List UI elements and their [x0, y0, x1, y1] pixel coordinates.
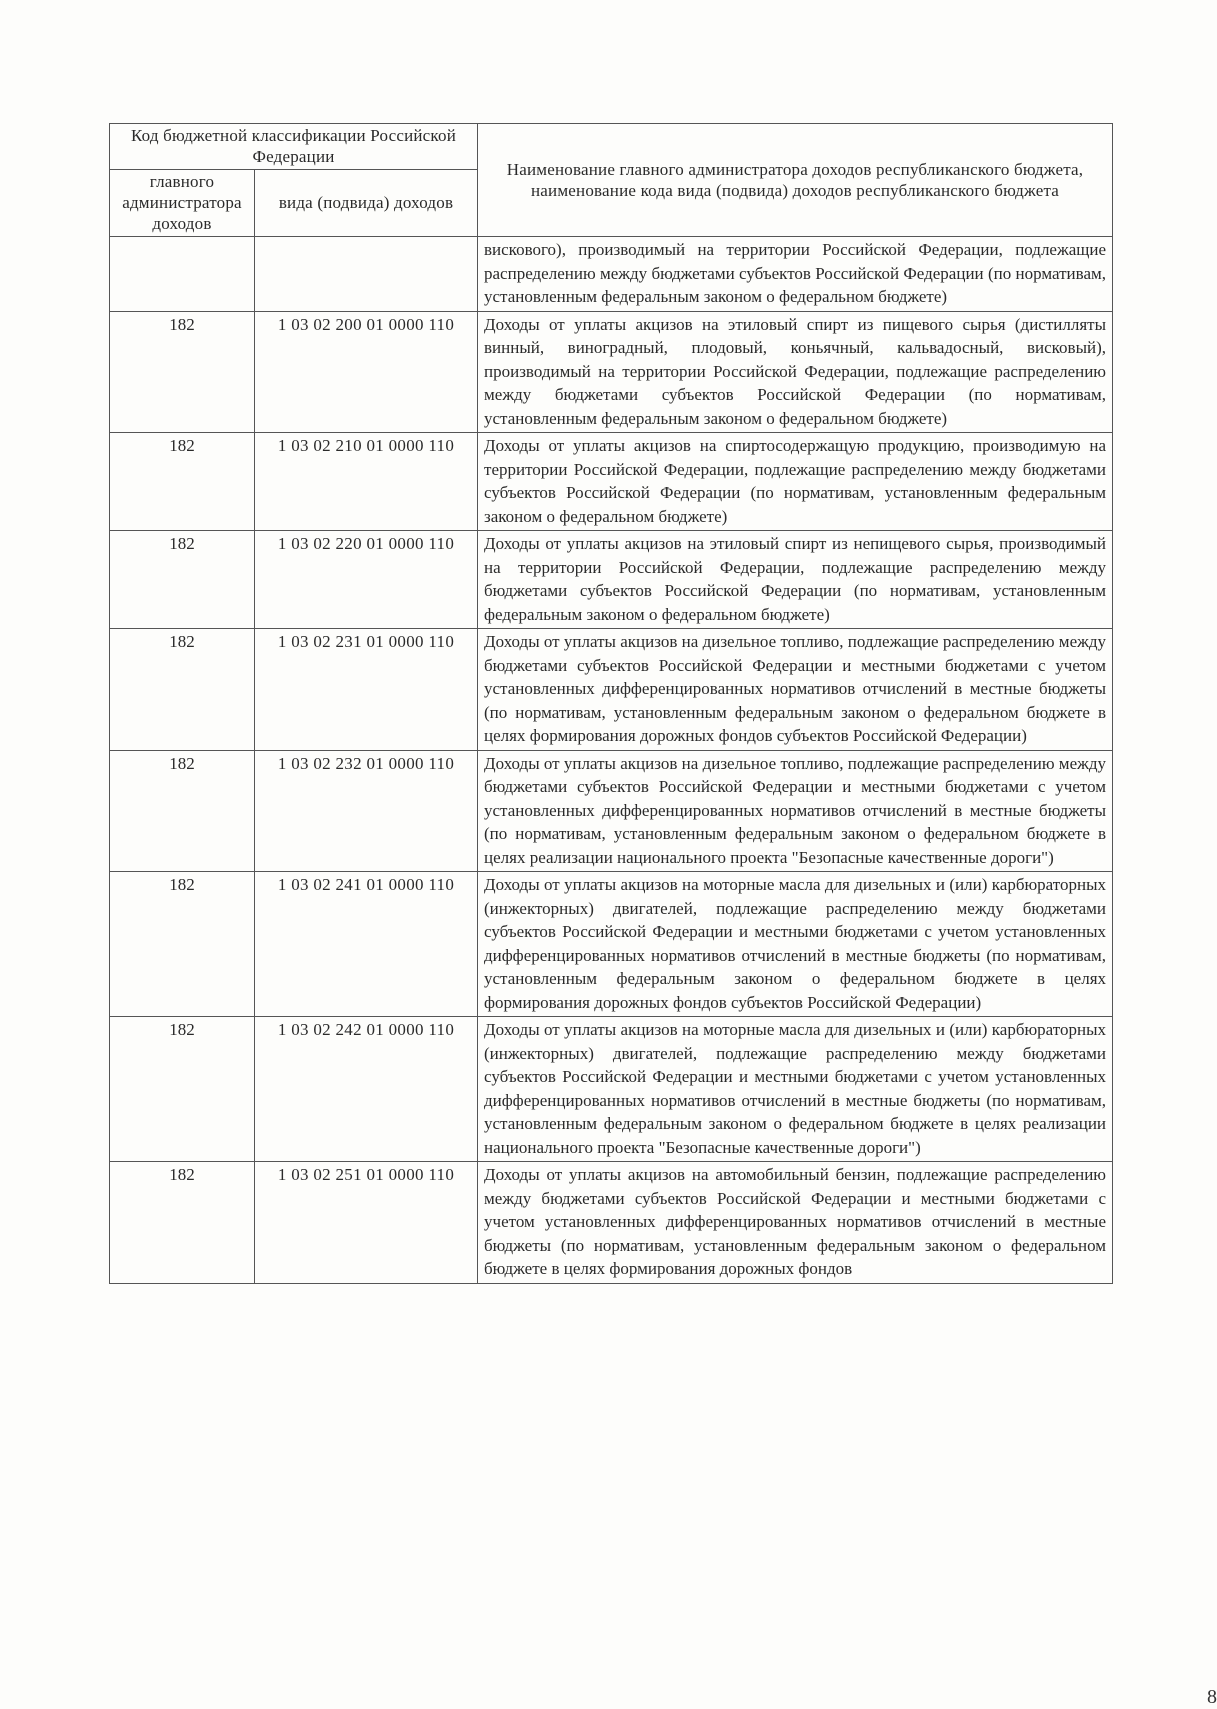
table-row	[110, 311, 1113, 433]
revenue-code-cell: 1 03 02 220 01 0000 110	[255, 531, 478, 629]
table-row	[110, 1162, 1113, 1284]
document-page	[109, 123, 1217, 1708]
revenue-code-cell: 1 03 02 242 01 0000 110	[255, 1017, 478, 1162]
table-row	[110, 531, 1113, 629]
administrator-code-cell: 182	[110, 1162, 255, 1284]
administrator-code-cell: 182	[110, 433, 255, 531]
revenue-description-cell: Доходы от уплаты акцизов на этиловый спирт из пищевого сырья (дистилляты винный, виноградный, плодовый, коньячный, кальвадосный, висковый), производимый на территории Российской Федерации, подлежащие распределению между бюджетами субъектов Российской Федерации (по нормативам, установленным федеральным законом о федеральном бюджете)	[478, 311, 1113, 433]
administrator-code-cell: 182	[110, 750, 255, 872]
revenue-description-cell: Доходы от уплаты акцизов на дизельное топливо, подлежащие распределению между бюджетами субъектов Российской Федерации и местными бюджетами с учетом установленных дифференцированных нормативов отчислений в местные бюджеты (по нормативам, установленным федеральным законом о федеральном бюджете в целях формирования дорожных фондов субъектов Российской Федерации)	[478, 629, 1113, 751]
table-row	[110, 433, 1113, 531]
header-administrator-name: Наименование главного администратора доходов республиканского бюджета, наименование кода вида (подвида) доходов республиканского бюджета	[478, 124, 1113, 237]
revenue-description-cell: вискового), производимый на территории Российской Федерации, подлежащие распределению между бюджетами субъектов Российской Федерации (по нормативам, установленным федеральным законом о федеральном бюджете)	[478, 237, 1113, 312]
revenue-description-cell: Доходы от уплаты акцизов на дизельное топливо, подлежащие распределению между бюджетами субъектов Российской Федерации и местными бюджетами с учетом установленных дифференцированных нормативов отчислений в местные бюджеты (по нормативам, установленным федеральным законом о федеральном бюджете в целях реализации национального проекта "Безопасные качественные дороги")	[478, 750, 1113, 872]
header-budget-classification-code: Код бюджетной классификации Российской Федерации	[110, 124, 478, 170]
budget-classification-table	[109, 123, 1113, 1284]
table-body	[110, 237, 1113, 1284]
page-number: 8	[1207, 1686, 1217, 1708]
table-row	[110, 629, 1113, 751]
revenue-description-cell: Доходы от уплаты акцизов на этиловый спирт из непищевого сырья, производимый на территории Российской Федерации, подлежащие распределению между бюджетами субъектов Российской Федерации (по нормативам, установленным федеральным законом о федеральном бюджете)	[478, 531, 1113, 629]
revenue-code-cell: 1 03 02 231 01 0000 110	[255, 629, 478, 751]
header-revenue-type-code: вида (подвида) доходов	[255, 170, 478, 237]
administrator-code-cell: 182	[110, 531, 255, 629]
revenue-code-cell: 1 03 02 241 01 0000 110	[255, 872, 478, 1017]
administrator-code-cell	[110, 237, 255, 312]
revenue-code-cell: 1 03 02 210 01 0000 110	[255, 433, 478, 531]
revenue-code-cell: 1 03 02 251 01 0000 110	[255, 1162, 478, 1284]
revenue-description-cell: Доходы от уплаты акцизов на моторные масла для дизельных и (или) карбюраторных (инжекторных) двигателей, подлежащие распределению между бюджетами субъектов Российской Федерации и местными бюджетами с учетом установленных дифференцированных нормативов отчислений в местные бюджеты (по нормативам, установленным федеральным законом о федеральном бюджете в целях реализации национального проекта "Безопасные качественные дороги")	[478, 1017, 1113, 1162]
administrator-code-cell: 182	[110, 629, 255, 751]
administrator-code-cell: 182	[110, 872, 255, 1017]
revenue-description-cell: Доходы от уплаты акцизов на спиртосодержащую продукцию, производимую на территории Российской Федерации, подлежащие распределению между бюджетами субъектов Российской Федерации (по нормативам, установленным федеральным законом о федеральном бюджете)	[478, 433, 1113, 531]
header-chief-administrator: главного администратора доходов	[110, 170, 255, 237]
revenue-description-cell: Доходы от уплаты акцизов на автомобильный бензин, подлежащие распределению между бюджетами субъектов Российской Федерации и местными бюджетами с учетом установленных дифференцированных нормативов отчислений в местные бюджеты (по нормативам, установленным федеральным законом о федеральном бюджете в целях формирования дорожных фондов	[478, 1162, 1113, 1284]
administrator-code-cell: 182	[110, 1017, 255, 1162]
revenue-code-cell	[255, 237, 478, 312]
table-row	[110, 750, 1113, 872]
revenue-description-cell: Доходы от уплаты акцизов на моторные масла для дизельных и (или) карбюраторных (инжекторных) двигателей, подлежащие распределению между бюджетами субъектов Российской Федерации и местными бюджетами с учетом установленных дифференцированных нормативов отчислений в местные бюджеты (по нормативам, установленным федеральным законом о федеральном бюджете в целях формирования дорожных фондов субъектов Российской Федерации)	[478, 872, 1113, 1017]
revenue-code-cell: 1 03 02 232 01 0000 110	[255, 750, 478, 872]
revenue-code-cell: 1 03 02 200 01 0000 110	[255, 311, 478, 433]
table-header	[110, 124, 1113, 237]
administrator-code-cell: 182	[110, 311, 255, 433]
table-row	[110, 872, 1113, 1017]
table-row	[110, 1017, 1113, 1162]
table-row	[110, 237, 1113, 312]
